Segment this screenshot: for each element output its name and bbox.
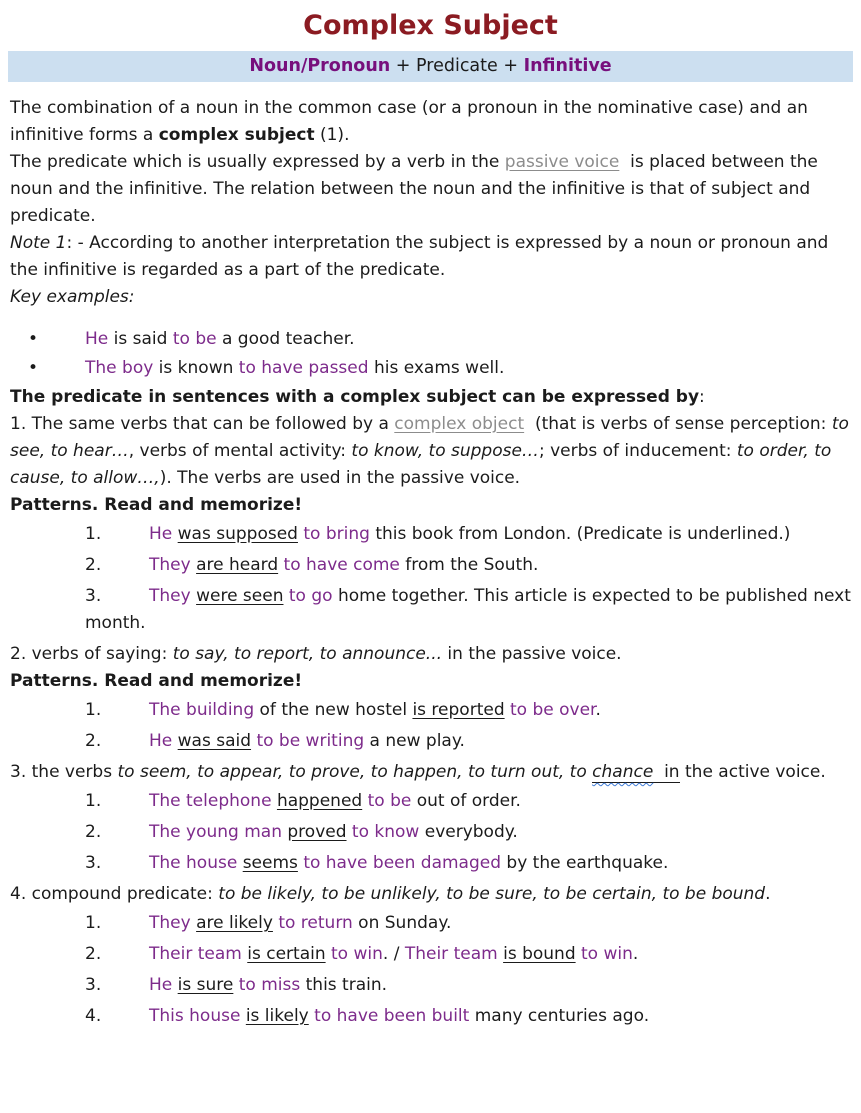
example-predicate: was said — [177, 731, 252, 751]
verb-list-italic: to be likely, to be unlikely, to be sure, to be certain, to be bound — [218, 884, 766, 904]
example-subject: He — [149, 731, 173, 751]
example-subject: He — [149, 524, 173, 544]
example-infinitive: to have been damaged — [303, 853, 502, 873]
type1-paragraph — [10, 411, 851, 492]
example-subject: Their team — [149, 944, 242, 964]
example-predicate: is bound — [503, 944, 576, 964]
list-number: 1. — [85, 791, 102, 811]
plain-text: his exams well. — [368, 358, 505, 378]
plain-text: in the passive voice. — [442, 644, 622, 664]
numbered-example-item — [85, 1003, 851, 1030]
list-number: 2. — [85, 822, 102, 842]
example-subject: They — [149, 586, 191, 606]
numbered-example-item — [85, 819, 851, 846]
plain-text: is known — [153, 358, 239, 378]
plain-text: is said — [108, 329, 173, 349]
verb-list-italic: to see, to hear… — [10, 414, 849, 461]
patterns-heading — [10, 492, 851, 519]
list-number: 1. — [85, 524, 102, 544]
intro-text: The combination of a noun in the common case (or a pronoun in the nominative case) and an infinitive forms a — [10, 98, 808, 145]
note-label: Note 1 — [10, 233, 67, 253]
passive-voice-link[interactable]: passive voice — [504, 152, 620, 172]
complex-object-link[interactable]: complex object — [394, 414, 525, 434]
heading-colon: : — [699, 387, 705, 407]
plain-text: 1. The same verbs that can be followed by a — [10, 414, 395, 434]
numbered-list-c — [10, 788, 851, 877]
bullet-icon: • — [28, 358, 39, 378]
plain-text: by the earthquake. — [501, 853, 669, 873]
spacer — [10, 82, 851, 95]
plain-text: a new play. — [364, 731, 465, 751]
example-infinitive: to go — [288, 586, 333, 606]
numbered-example-item — [85, 728, 851, 755]
plain-text: ; verbs of inducement: — [538, 441, 737, 461]
note-text: : - According to another interpretation the subject is expressed by a noun or pronoun and the infinitive is regarded as a part of the predicate. — [10, 233, 829, 280]
intro-paragraph-1 — [10, 95, 851, 149]
list-number: 3. — [85, 975, 102, 995]
example-predicate: is certain — [247, 944, 326, 964]
numbered-list-b — [10, 697, 851, 755]
list-number: 2. — [85, 731, 102, 751]
list-number: 1. — [85, 700, 102, 720]
example-subject: The young man — [149, 822, 282, 842]
numbered-example-item — [85, 697, 851, 724]
example-infinitive: to have come — [283, 555, 400, 575]
example-infinitive: to be over — [510, 700, 596, 720]
example-infinitive: to be — [367, 791, 412, 811]
key-examples-label — [10, 284, 851, 311]
plain-text: , verbs of mental activity: — [128, 441, 352, 461]
numbered-list-a — [10, 521, 851, 637]
plain-text: in — [653, 762, 680, 782]
example-predicate: are heard — [196, 555, 279, 575]
example-subject: The telephone — [149, 791, 272, 811]
list-number: 1. — [85, 913, 102, 933]
list-number: 3. — [85, 853, 102, 873]
list-number: 3. — [85, 586, 102, 606]
plain-text: 2. verbs of saying: — [10, 644, 173, 664]
plain-text: of the new hostel — [254, 700, 413, 720]
plain-text: . — [595, 700, 601, 720]
intro-text: The predicate which is usually expressed by a verb in the — [10, 152, 505, 172]
complex-subject-term: complex subject — [158, 125, 315, 145]
example-infinitive: to miss — [238, 975, 301, 995]
example-infinitive: to have passed — [238, 358, 369, 378]
numbered-example-item — [85, 941, 851, 968]
verb-list-italic: to know, to suppose… — [351, 441, 539, 461]
numbered-example-item — [85, 972, 851, 999]
heading-bold-text: The predicate in sentences with a complex subject can be expressed by — [10, 387, 700, 407]
bullet-icon: • — [28, 329, 39, 349]
list-number: 4. — [85, 1006, 102, 1026]
note-paragraph — [10, 230, 851, 284]
example-predicate: is sure — [177, 975, 234, 995]
plain-text: on Sunday. — [352, 913, 452, 933]
numbered-example-item — [85, 788, 851, 815]
intro-text: (1). — [314, 125, 350, 145]
example-predicate: is reported — [412, 700, 505, 720]
type4-paragraph — [10, 881, 851, 908]
plain-text: . — [765, 884, 771, 904]
example-infinitive: to win — [581, 944, 633, 964]
plain-text: many centuries ago. — [469, 1006, 650, 1026]
numbered-example-item — [85, 850, 851, 877]
verb-list-italic: to seem, to appear, to prove, to happen, to turn out, to — [117, 762, 593, 782]
verb-list-italic: to order, to cause, to allow…, — [10, 441, 832, 488]
example-predicate: were seen — [196, 586, 284, 606]
patterns-text: Patterns. Read and memorize! — [10, 671, 303, 691]
key-examples-text: Key examples: — [10, 287, 135, 307]
example-predicate: was supposed — [177, 524, 298, 544]
plain-text: 3. the verbs — [10, 762, 118, 782]
bullet-item — [10, 326, 851, 353]
plain-text: . / — [382, 944, 405, 964]
formula-banner — [8, 51, 853, 82]
numbered-example-item — [85, 552, 851, 579]
plain-text: a good teacher. — [216, 329, 355, 349]
plain-text: home together. This article is expected to be published next month. — [85, 586, 851, 633]
example-infinitive: to know — [351, 822, 420, 842]
example-subject: The house — [149, 853, 238, 873]
verb-list-italic: to say, to report, to announce... — [172, 644, 443, 664]
patterns-heading — [10, 668, 851, 695]
example-subject: This house — [149, 1006, 241, 1026]
numbered-example-item — [85, 910, 851, 937]
example-subject: They — [149, 913, 191, 933]
example-subject: He — [149, 975, 173, 995]
type3-paragraph — [10, 759, 851, 786]
banner-infinitive: Infinitive — [523, 56, 612, 76]
example-subject: He — [85, 329, 109, 349]
plain-text: from the South. — [399, 555, 539, 575]
example-infinitive: to be — [172, 329, 217, 349]
example-infinitive: to bring — [303, 524, 370, 544]
page-title: Complex Subject — [303, 10, 558, 41]
plain-text: ). The verbs are used in the passive voice. — [159, 468, 521, 488]
type2-paragraph — [10, 641, 851, 668]
bullet-item — [10, 355, 851, 382]
banner-noun-pronoun: Noun/Pronoun — [249, 56, 391, 76]
chance-spellcheck-word: chance — [592, 762, 654, 782]
plain-text: this book from London. (Predicate is underlined.) — [369, 524, 791, 544]
plain-text: everybody. — [419, 822, 518, 842]
example-predicate: happened — [276, 791, 363, 811]
numbered-list-d — [10, 910, 851, 1030]
example-infinitive: to win — [331, 944, 383, 964]
numbered-example-item — [85, 521, 851, 548]
intro-paragraph-2 — [10, 149, 851, 230]
example-predicate: proved — [287, 822, 347, 842]
example-subject: They — [149, 555, 191, 575]
plain-text: this train. — [300, 975, 388, 995]
intro-text: is placed between the noun and the infinitive. The relation between the noun and the infinitive is that of subject and predicate. — [10, 152, 818, 226]
patterns-text: Patterns. Read and memorize! — [10, 495, 303, 515]
example-subject: The building — [149, 700, 255, 720]
numbered-example-item — [85, 583, 851, 637]
example-subject: The boy — [85, 358, 154, 378]
plain-text: 4. compound predicate: — [10, 884, 219, 904]
example-predicate: is likely — [245, 1006, 309, 1026]
plain-text: the active voice. — [679, 762, 826, 782]
list-number: 2. — [85, 555, 102, 575]
expressed-by-heading — [10, 384, 851, 411]
example-infinitive: to have been built — [314, 1006, 470, 1026]
list-number: 2. — [85, 944, 102, 964]
example-infinitive: to return — [278, 913, 353, 933]
example-predicate: seems — [242, 853, 298, 873]
example-subject: Their team — [404, 944, 498, 964]
plain-text: . — [632, 944, 639, 964]
example-predicate: are likely — [196, 913, 273, 933]
plain-text: out of order. — [411, 791, 521, 811]
example-infinitive: to be writing — [256, 731, 365, 751]
plain-text: (that is verbs of sense perception: — [524, 414, 832, 434]
bullet-list — [10, 326, 851, 382]
banner-plus-predicate: + Predicate + — [390, 56, 524, 76]
chance-underlined-group — [592, 762, 679, 783]
